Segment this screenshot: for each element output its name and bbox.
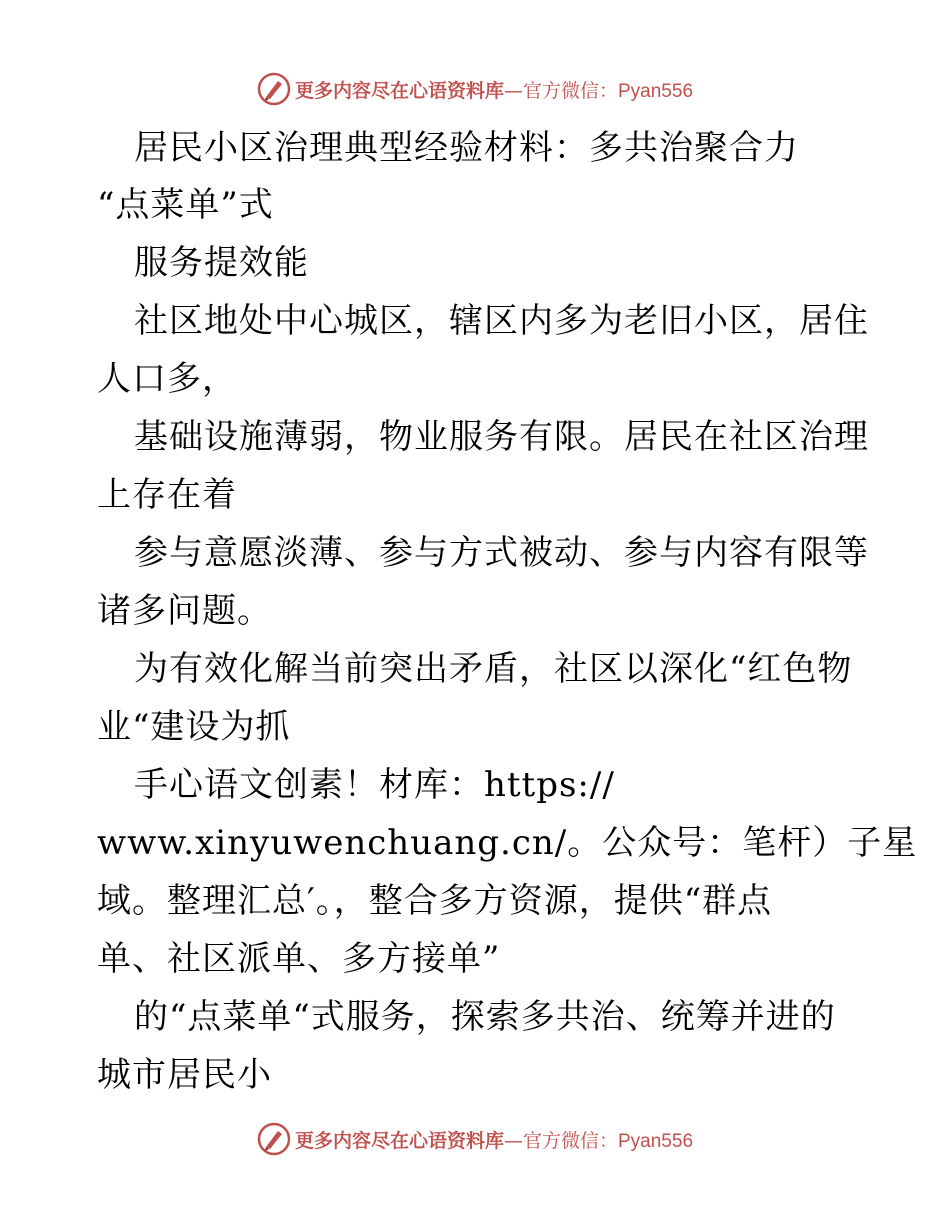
doc-line-14: 域。整理汇总′。，整合多方资源，提供“群点 xyxy=(97,881,773,921)
doc-line-13: www.xinyuwenchuang.cn/。公众号：笔杆）子星 xyxy=(97,823,918,863)
doc-line-5: 人口多， xyxy=(97,359,237,399)
doc-line-9: 诸多问题。 xyxy=(97,591,272,631)
doc-line-3: 服务提效能 xyxy=(134,243,309,283)
footer-banner xyxy=(0,1122,950,1156)
doc-line-12: 手心语文创素！材库：https:// xyxy=(134,765,615,805)
header-separator: — xyxy=(503,79,523,102)
doc-line-8: 参与意愿淡薄、参与方式被动、参与内容有限等 xyxy=(134,533,869,573)
header-official-label: 官方微信： xyxy=(522,79,618,102)
header-banner xyxy=(0,72,950,106)
footer-wechat-id: Pyan556 xyxy=(618,1130,694,1152)
footer-separator: — xyxy=(503,1129,523,1152)
footer-banner-text xyxy=(295,1126,693,1153)
header-banner-text xyxy=(295,76,693,103)
doc-line-10: 为有效化解当前突出矛盾，社区以深化“红色物 xyxy=(134,649,853,689)
doc-line-17: 城市居民小 xyxy=(97,1055,272,1095)
pen-logo-icon xyxy=(257,1122,291,1156)
doc-line-16: 的“点菜单“式服务，探索多共治、统筹并进的 xyxy=(134,997,836,1037)
doc-line-15: 单、社区派单、多方接单” xyxy=(97,939,501,979)
doc-line-1: 居民小区治理典型经验材料：多共治聚合力 xyxy=(134,128,799,168)
doc-line-7: 上存在着 xyxy=(97,475,237,515)
footer-official-label: 官方微信： xyxy=(522,1129,618,1152)
doc-line-4: 社区地处中心城区，辖区内多为老旧小区，居住 xyxy=(134,301,869,341)
doc-line-2: “点菜单”式 xyxy=(97,185,274,225)
footer-site-text: 更多内容尽在心语资料库 xyxy=(294,1129,504,1152)
header-wechat-id: Pyan556 xyxy=(618,80,694,102)
header-site-text: 更多内容尽在心语资料库 xyxy=(294,79,504,102)
pen-logo-icon xyxy=(257,72,291,106)
doc-line-6: 基础设施薄弱，物业服务有限。居民在社区治理 xyxy=(134,417,869,457)
doc-line-11: 业“建设为抓 xyxy=(97,707,291,747)
